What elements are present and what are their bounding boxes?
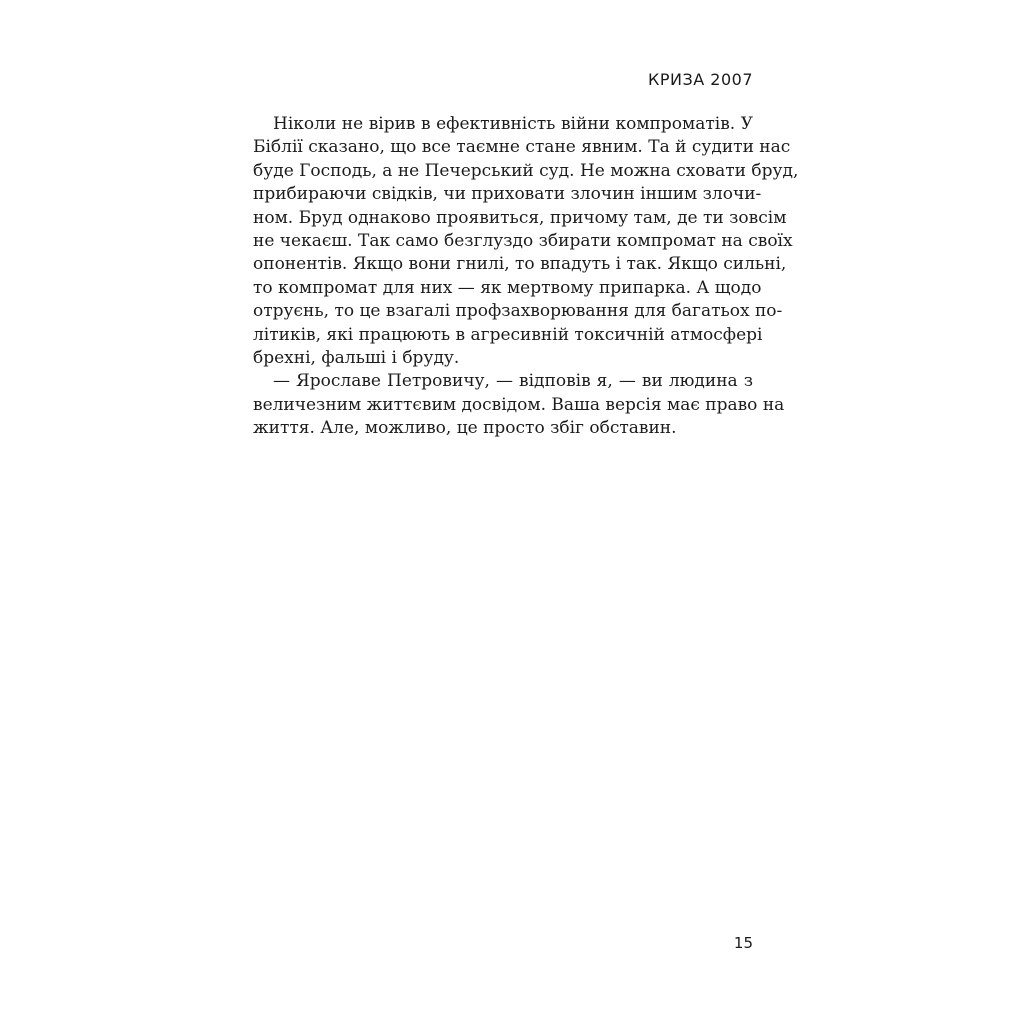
text-line: Біблії сказано, що все таємне стане явним. Та й судити нас xyxy=(253,137,791,158)
body-text xyxy=(253,113,799,440)
text-line: отруєнь, то це взагалі профзахворювання для багатьох по- xyxy=(253,301,783,322)
text-line: життя. Але, можливо, це просто збіг обставин. xyxy=(253,418,677,439)
text-line: величезним життєвим досвідом. Ваша версія має право на xyxy=(253,394,785,415)
text-line: опонентів. Якщо вони гнилі, то впадуть і так. Якщо сильні, xyxy=(253,254,787,275)
text-line: Ніколи не вірив в ефективність війни компроматів. У xyxy=(273,114,753,134)
text-line: — Ярославе Петровичу, — відповів я, — ви людина з xyxy=(273,371,753,392)
text-line: то компромат для них — як мертвому припарка. А щодо xyxy=(253,277,762,298)
text-line: ном. Бруд однаково проявиться, причому там, де ти зовсім xyxy=(253,207,787,228)
running-header: КРИЗА 2007 xyxy=(648,70,753,89)
text-line: не чекаєш. Так само безглуздо збирати компромат на своїх xyxy=(253,230,793,251)
page-number: 15 xyxy=(733,934,753,952)
text-line: літиків, які працюють в агресивній токсичній атмосфері xyxy=(253,324,763,345)
text-line: прибираючи свідків, чи приховати злочин іншим злочи- xyxy=(253,184,762,205)
text-line: буде Господь, а не Печерський суд. Не можна сховати бруд, xyxy=(253,160,799,181)
text-line: брехні, фальші і бруду. xyxy=(253,347,460,368)
